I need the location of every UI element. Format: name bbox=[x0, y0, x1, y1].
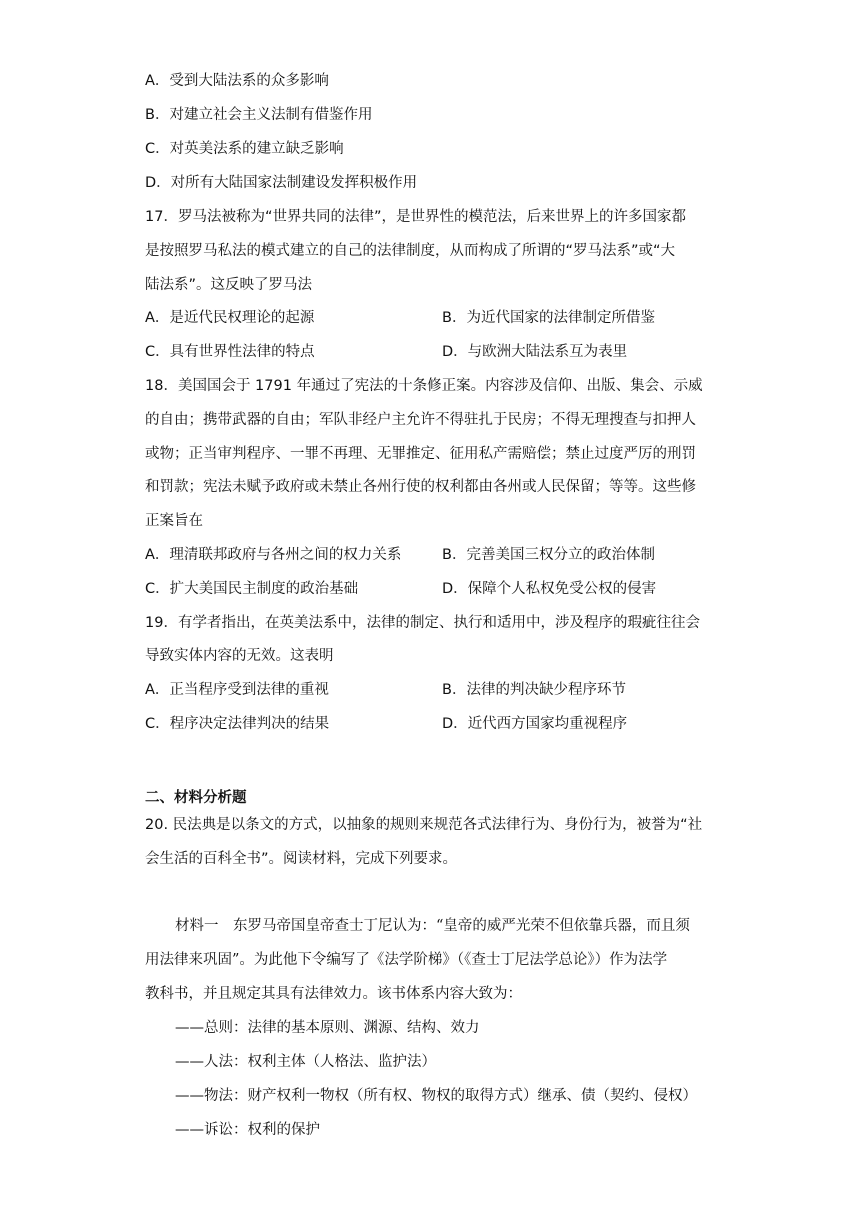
material-outline-item: ——物法：财产权利一物权（所有权、物权的取得方式）继承、债（契约、侵权） bbox=[175, 1088, 697, 1104]
q19-stem-line: 19．有学者指出，在英美法系中，法律的制定、执行和适用中，涉及程序的瑕疵往往会 bbox=[145, 615, 700, 631]
q16-option-d[interactable]: D．对所有大陆国家法制建设发挥积极作用 bbox=[145, 175, 418, 191]
q19-option-d[interactable]: D．近代西方国家均重视程序 bbox=[442, 716, 628, 732]
q18-stem-line: 和罚款；宪法未赋予政府或未禁止各州行使的权利都由各州或人民保留；等等。这些修 bbox=[145, 479, 696, 495]
q17-option-d[interactable]: D．与欧洲大陆法系互为表里 bbox=[442, 344, 628, 360]
q19-option-a[interactable]: A．正当程序受到法律的重视 bbox=[145, 682, 329, 698]
q18-stem-line: 18．美国国会于 1791 年通过了宪法的十条修正案。内容涉及信仰、出版、集会、示威 bbox=[145, 378, 703, 394]
q17-option-c[interactable]: C．具有世界性法律的特点 bbox=[145, 344, 315, 360]
section-heading: 二、材料分析题 bbox=[145, 790, 247, 806]
q17-stem-line: 陆法系”。这反映了罗马法 bbox=[145, 277, 313, 293]
q20-stem-line: 会生活的百科全书”。阅读材料，完成下列要求。 bbox=[145, 851, 458, 867]
material-line: 教科书，并且规定其具有法律效力。该书体系内容大致为： bbox=[145, 986, 522, 1002]
q18-option-a[interactable]: A．理清联邦政府与各州之间的权力关系 bbox=[145, 547, 402, 563]
q17-stem-line: 17．罗马法被称为“世界共同的法律”，是世界性的模范法，后来世界上的许多国家都 bbox=[145, 209, 686, 225]
material-line: 用法律来巩固”。为此他下令编写了《法学阶梯》（《查士丁尼法学总论》）作为法学 bbox=[145, 952, 668, 968]
q16-option-c[interactable]: C．对英美法系的建立缺乏影响 bbox=[145, 141, 344, 157]
q19-option-b[interactable]: B．法律的判决缺少程序环节 bbox=[442, 682, 626, 698]
q19-stem-line: 导致实体内容的无效。这表明 bbox=[145, 648, 334, 664]
q20-stem-line: 20. 民法典是以条文的方式，以抽象的规则来规范各式法律行为、身份行为，被誉为“社 bbox=[145, 817, 703, 833]
q17-option-a[interactable]: A．是近代民权理论的起源 bbox=[145, 310, 315, 326]
material-line: 材料一 东罗马帝国皇帝查士丁尼认为：“皇帝的威严光荣不但依靠兵器，而且须 bbox=[175, 918, 690, 934]
q18-stem-line: 的自由；携带武器的自由；军队非经户主允许不得驻扎于民房；不得无理搜查与扣押人 bbox=[145, 412, 696, 428]
q17-stem-line: 是按照罗马私法的模式建立的自己的法律制度，从而构成了所谓的“罗马法系”或“大 bbox=[145, 243, 676, 259]
material-outline-item: ——人法：权利主体（人格法、监护法） bbox=[175, 1054, 436, 1070]
q16-option-b[interactable]: B．对建立社会主义法制有借鉴作用 bbox=[145, 107, 373, 123]
q19-option-c[interactable]: C．程序决定法律判决的结果 bbox=[145, 716, 330, 732]
q17-option-b[interactable]: B．为近代国家的法律制定所借鉴 bbox=[442, 310, 655, 326]
q16-option-a[interactable]: A．受到大陆法系的众多影响 bbox=[145, 73, 329, 89]
material-outline-item: ——总则：法律的基本原则、渊源、结构、效力 bbox=[175, 1020, 480, 1036]
q18-stem-line: 或物；正当审判程序、一罪不再理、无罪推定、征用私产需赔偿；禁止过度严厉的刑罚 bbox=[145, 446, 696, 462]
q18-stem-line: 正案旨在 bbox=[145, 513, 203, 529]
q18-option-c[interactable]: C．扩大美国民主制度的政治基础 bbox=[145, 581, 359, 597]
q18-option-b[interactable]: B．完善美国三权分立的政治体制 bbox=[442, 547, 655, 563]
q18-option-d[interactable]: D．保障个人私权免受公权的侵害 bbox=[442, 581, 657, 597]
material-outline-item: ——诉讼：权利的保护 bbox=[175, 1122, 320, 1138]
